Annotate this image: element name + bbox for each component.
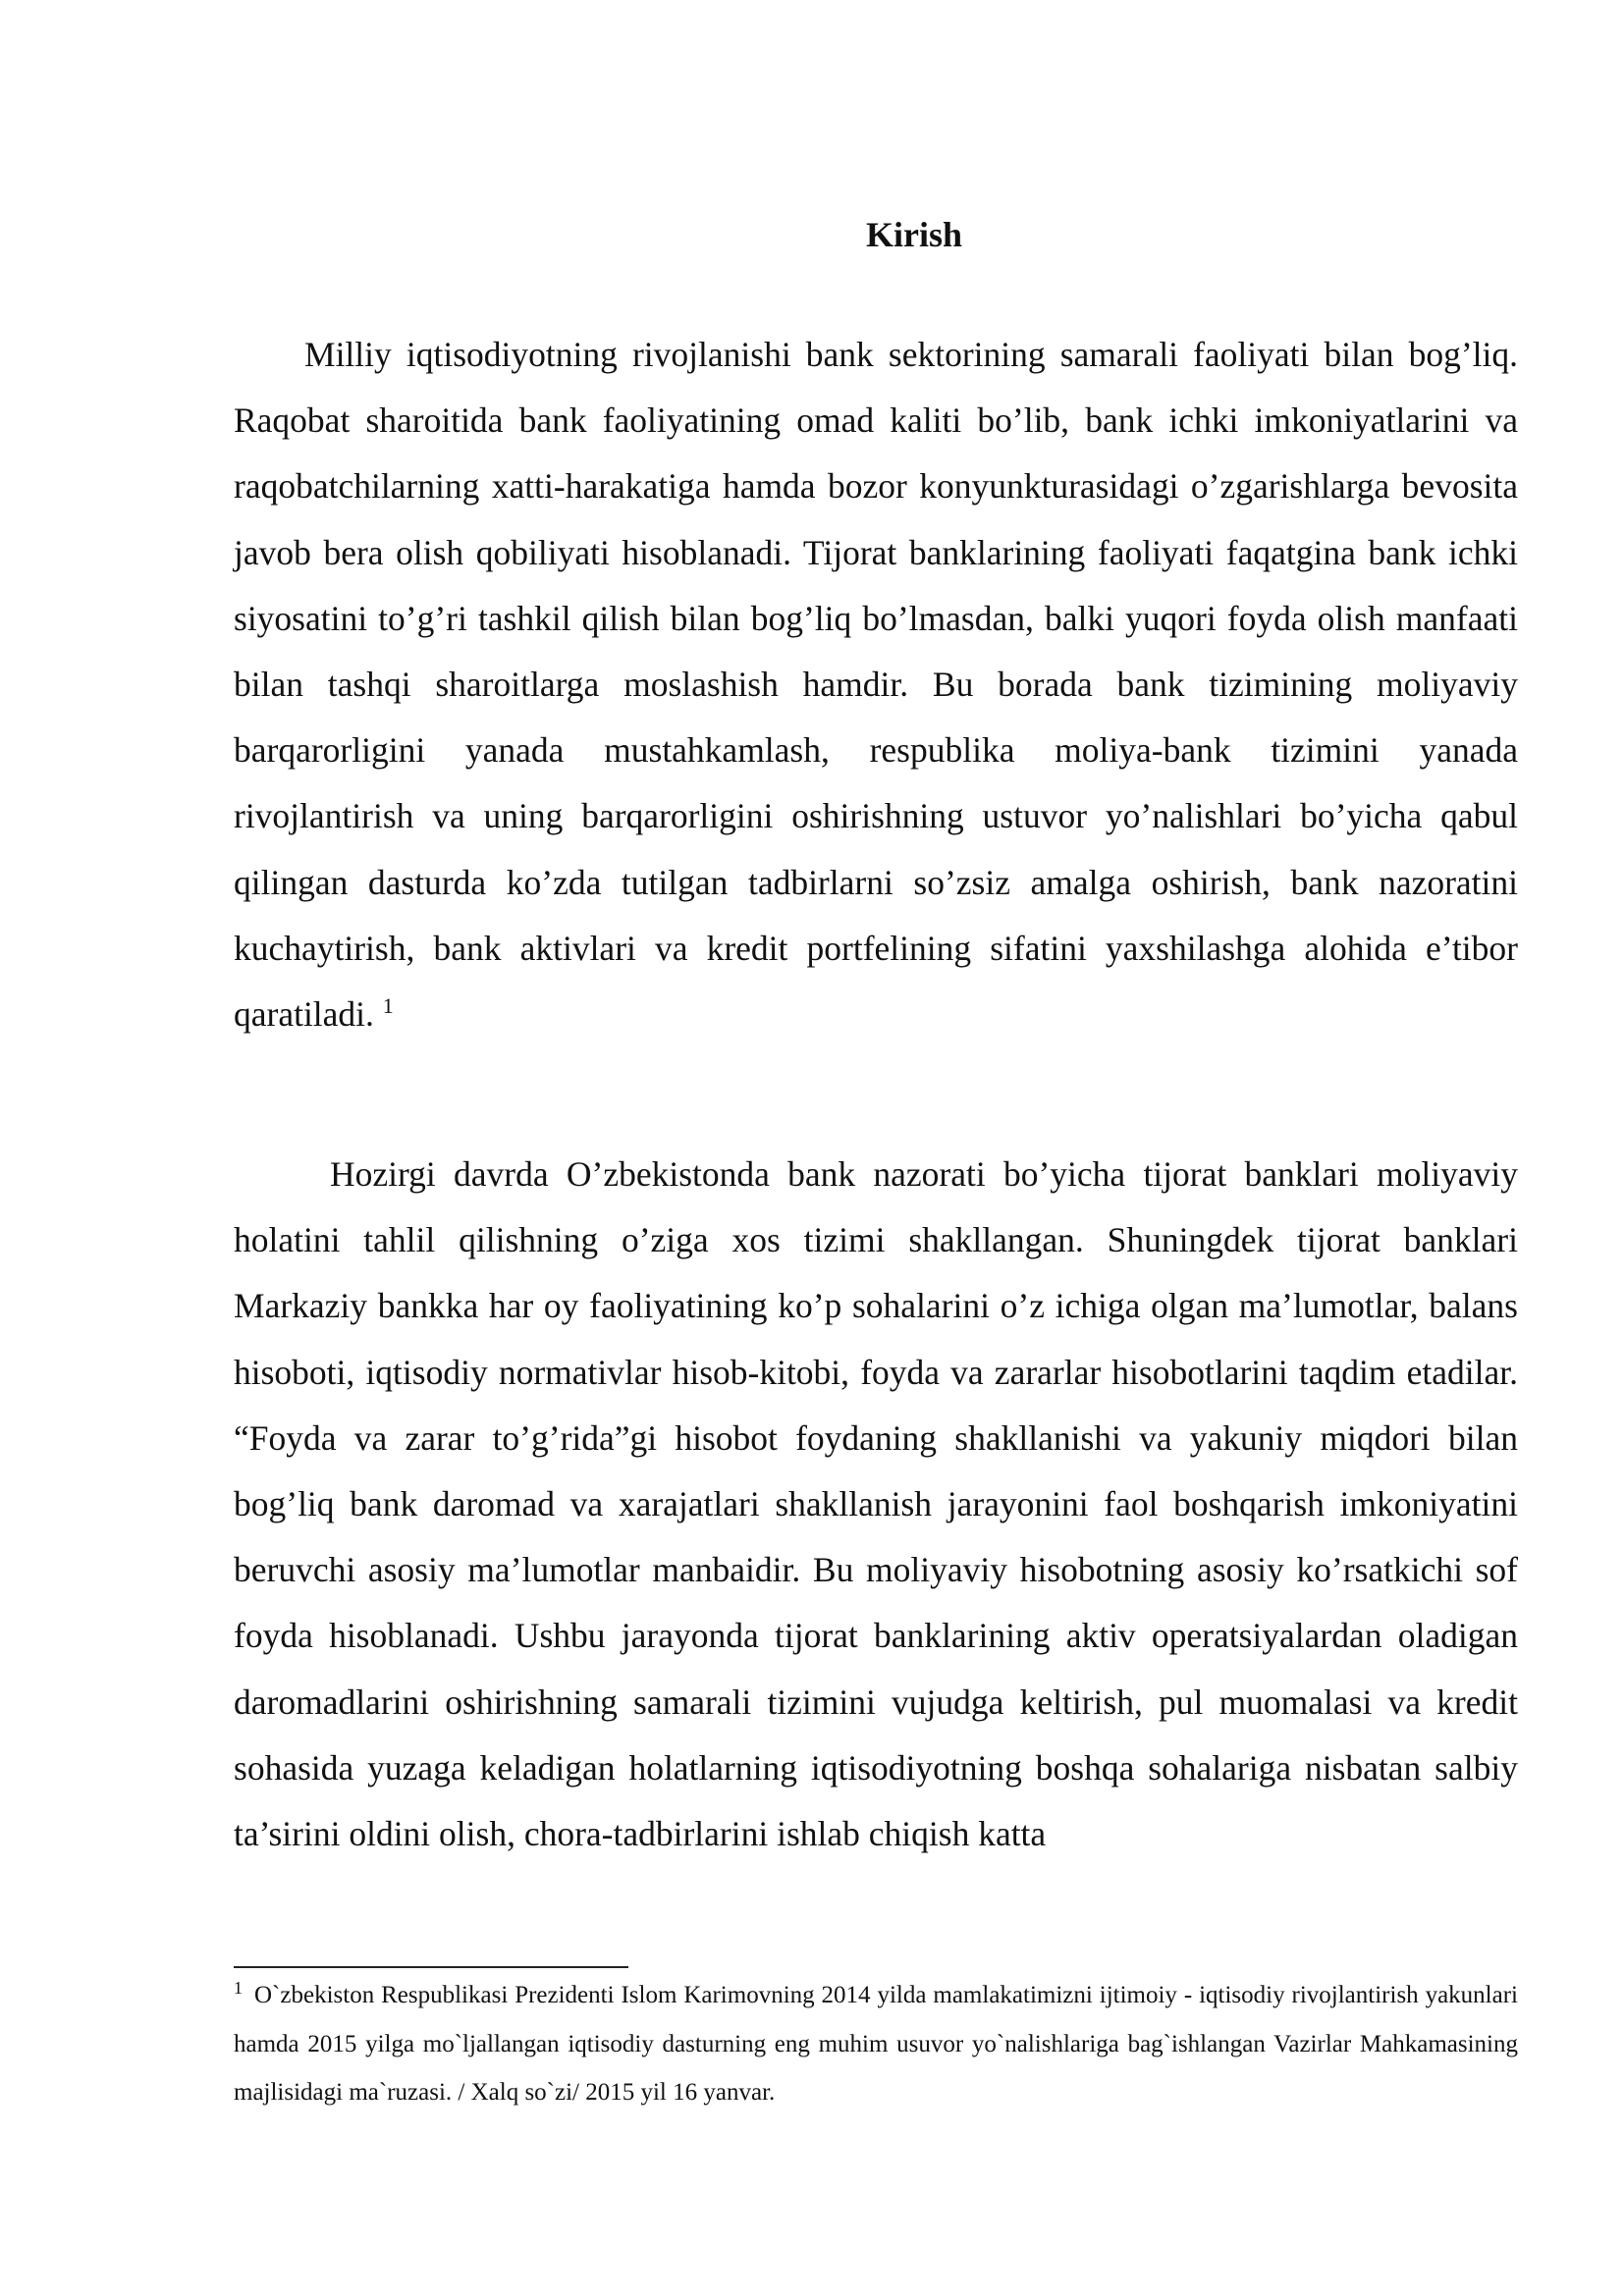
footnote (234, 1971, 1518, 2117)
paragraph-2: Hozirgi davrda O’zbekistonda bank nazorati bo’yicha tijorat banklari moliyaviy holatini tahlil qilishning o’ziga xos tizimi shakllangan. Shuningdek tijorat banklari Markaziy bankka har oy faoliyatining ko’p sohalarini o’z ichiga olgan ma’lumotlar, balans hisoboti, iqtisodiy normativlar hisob-kitobi, foyda va zararlar hisobotlarini taqdim etadilar. “Foyda va zarar to’g’rida”gi hisobot foydaning shakllanishi va yakuniy miqdori bilan bog’liq bank daromad va xarajatlari shakllanish jarayonini faol boshqarish imkoniyatini beruvchi asosiy ma’lumotlar manbaidir. Bu moliyaviy hisobotning asosiy ko’rsatkichi sof foyda hisoblanadi. Ushbu jarayonda tijorat banklarining aktiv operatsiyalardan oladigan daromadlarini oshirishning samarali tizimini vujudga keltirish, pul muomalasi va kredit sohasida yuzaga keladigan holatlarning iqtisodiyotning boshqa sohalariga nisbatan salbiy ta’sirini oldini olish, chora-tadbirlarini ishlab chiqish katta (234, 1154, 1518, 1854)
footnote-text: O`zbekiston Respublikasi Prezidenti Islom Karimovning 2014 yilda mamlakatimizni ijtimoiy - iqtisodiy rivojlantirish yakunlari hamda 2015 yilga mo`ljallangan iqtisodiy dasturning eng muhim usuvor yo`nalishlariga bag`ishlangan Vazirlar Mahkamasining majlisidagi ma`ruzasi. / Xalq so`zi/ 2015 yil 16 yanvar. (234, 1982, 1518, 2106)
paragraph-1-text: Milliy iqtisodiyotning rivojlanishi bank sektorining samarali faoliyati bilan bog’liq. Raqobat sharoitida bank faoliyatining omad kaliti bo’lib, bank ichki imkoniyatlarini va raqobatchilarning xatti-harakatiga hamda bozor konyunkturasidagi o’zgarishlarga bevosita javob bera olish qobiliyati hisoblanadi. Tijorat banklarining faoliyati faqatgina bank ichki siyosatini to’g’ri tashkil qilish bilan bog’liq bo’lmasdan, balki yuqori foyda olish manfaati bilan tashqi sharoitlarga moslashish hamdir. Bu borada bank tizimining moliyaviy barqarorligini yanada mustahkamlash, respublika moliya-bank tizimini yanada rivojlantirish va uning barqarorligini oshirishning ustuvor yo’nalishlari bo’yicha qabul qilingan dasturda ko’zda tutilgan tadbirlarni so’zsiz amalga oshirish, bank nazoratini kuchaytirish, bank aktivlari va kredit portfelining sifatini yaxshilashga alohida e’tibor qaratiladi. (234, 335, 1518, 1035)
paragraph-1 (234, 322, 1518, 1047)
footnote-separator (234, 1966, 628, 1968)
page-title: Kirish (865, 215, 962, 254)
footnote-marker: 1 (234, 1977, 243, 1998)
footnote-reference[interactable]: 1 (382, 993, 394, 1019)
